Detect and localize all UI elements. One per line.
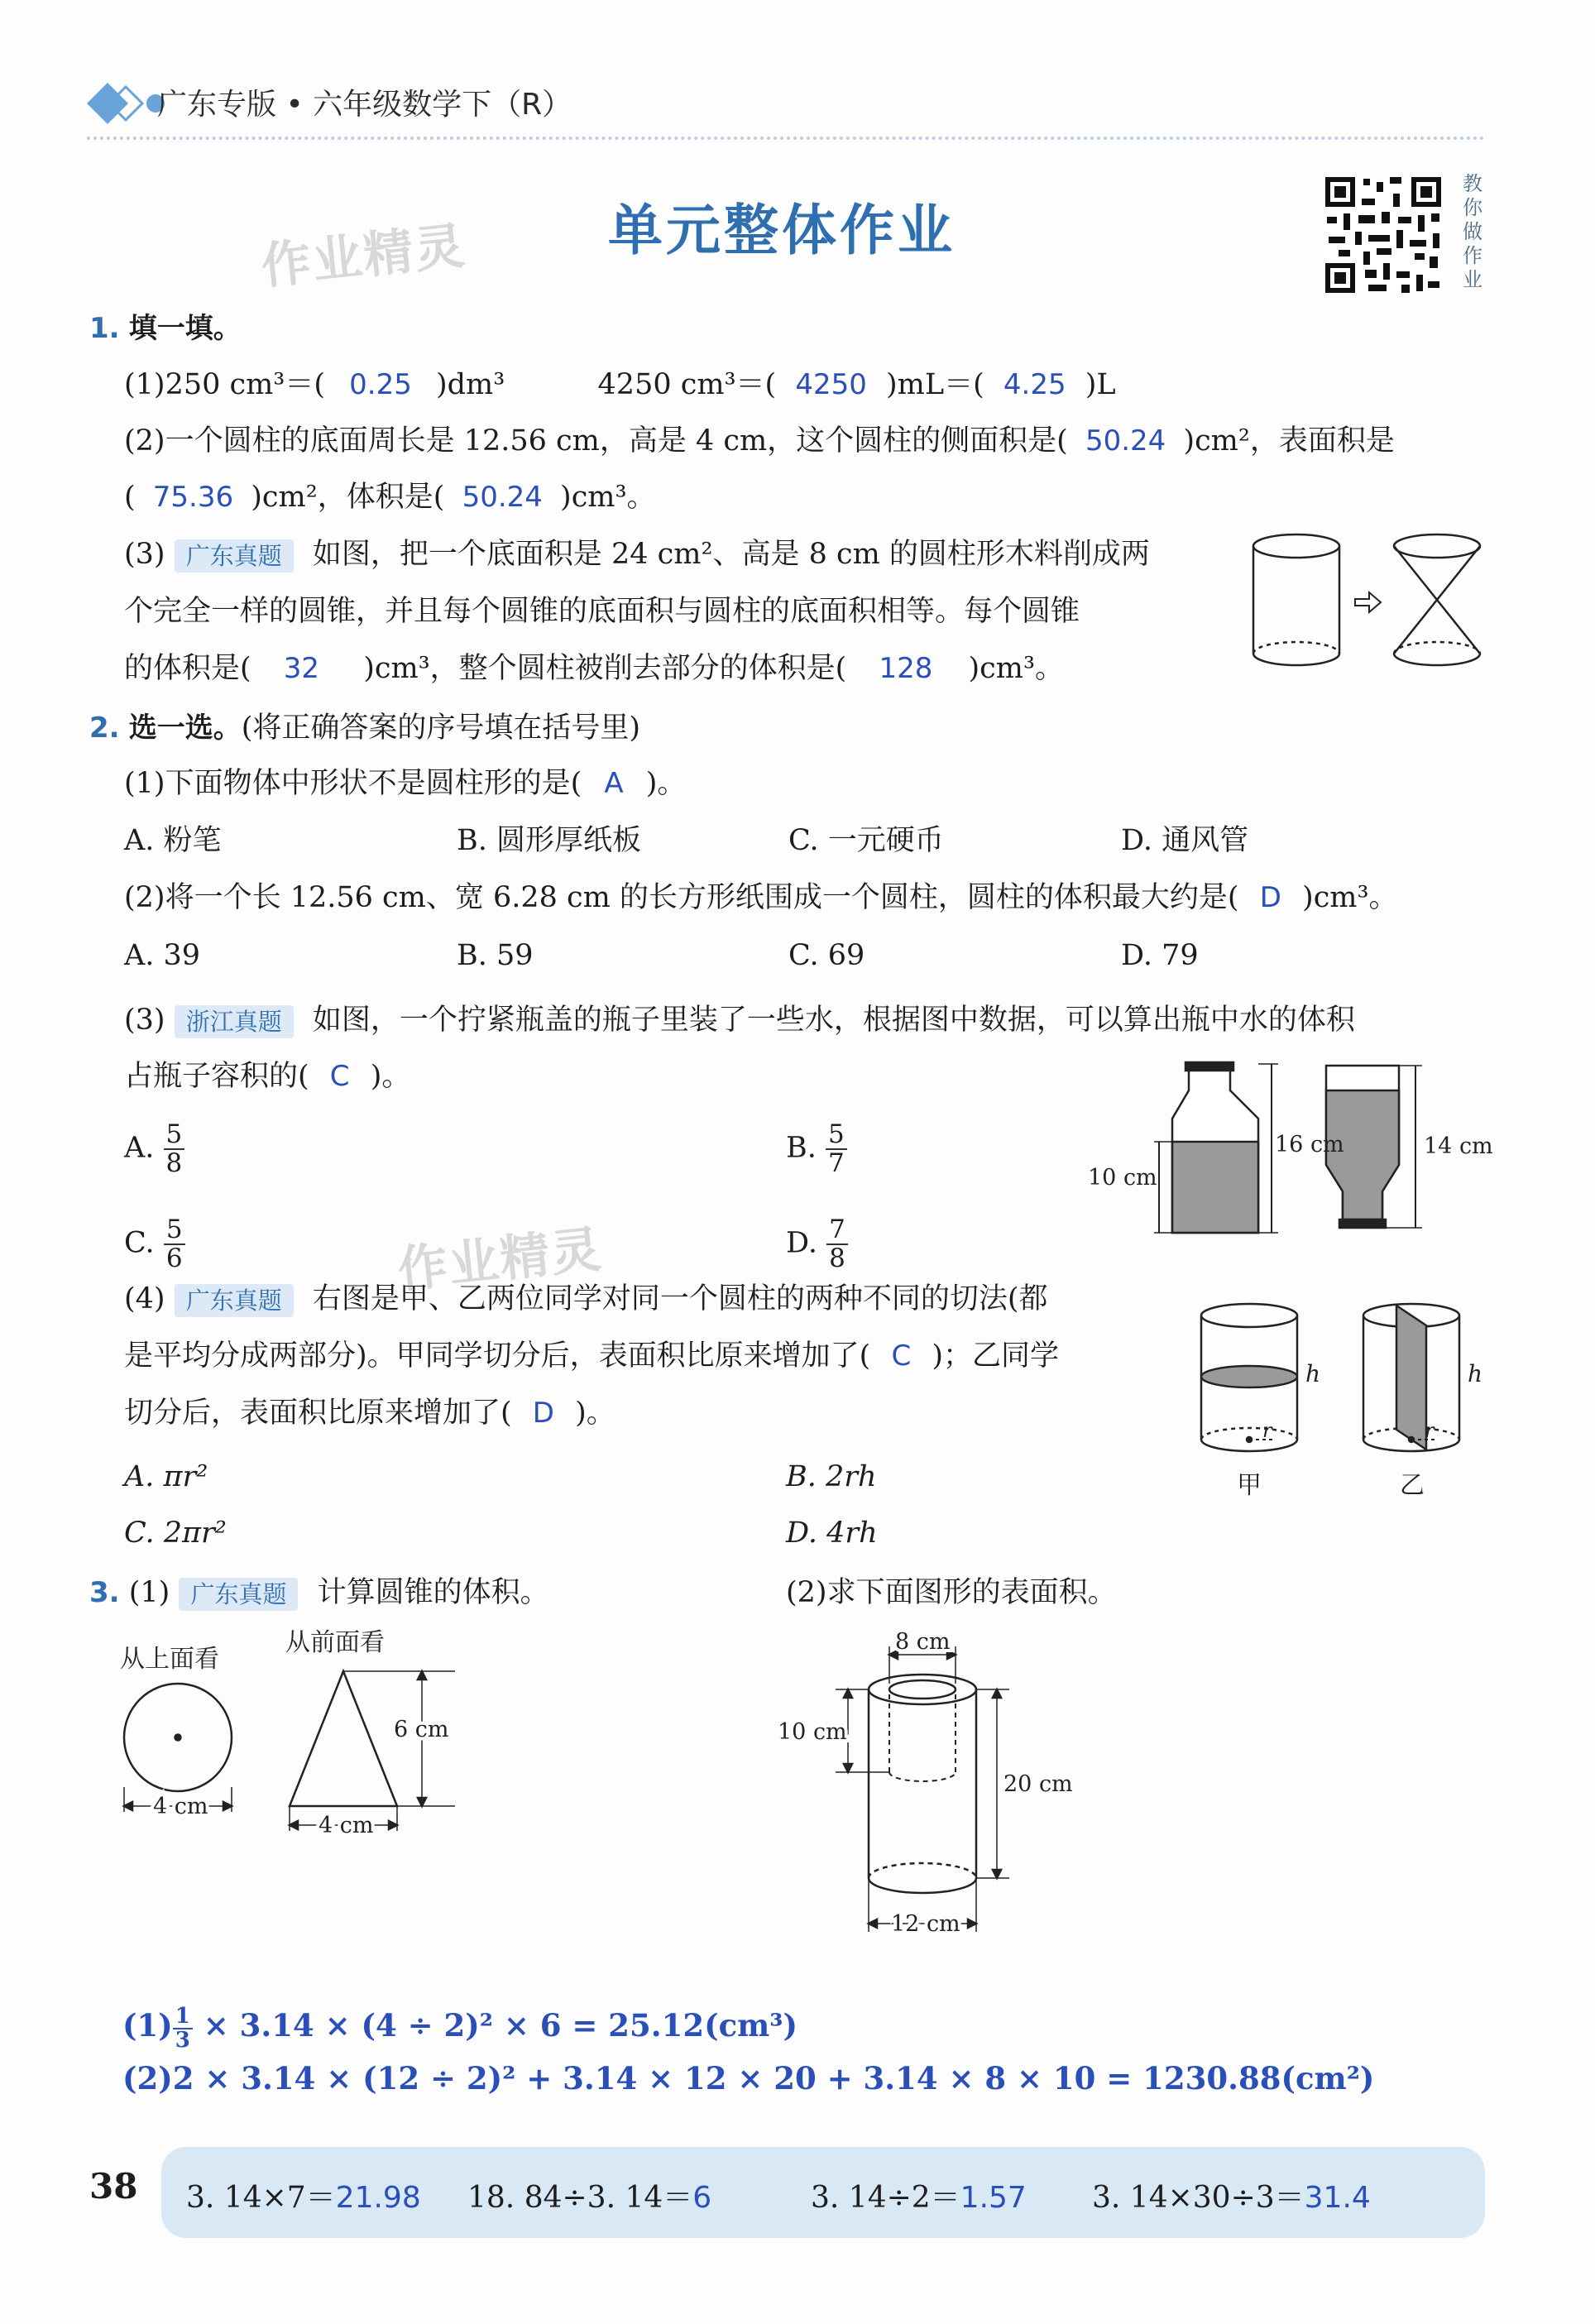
q2-p3-text: 如图，一个拧紧瓶盖的瓶子里装了一些水，根据图中数据，可以算出瓶中水的体积 xyxy=(312,1004,1355,1037)
q2-p3-answer: C xyxy=(329,1060,350,1093)
cylinder-cuts-figure xyxy=(1191,1299,1506,1506)
cut-b-radius-label: r xyxy=(1425,1419,1435,1442)
qr-label: 教你做作业 xyxy=(1463,172,1482,291)
q1-part3-line1 xyxy=(124,534,1150,575)
q2-part2 xyxy=(124,877,1398,918)
fraction xyxy=(826,1216,848,1272)
source-tag: 广东真题 xyxy=(175,539,294,573)
footer-calc-3 xyxy=(811,2174,1027,2216)
q3-part2-heading: (2)求下面图形的表面积。 xyxy=(786,1576,1117,1609)
q2-p4-option-a: A. πr² xyxy=(124,1460,208,1493)
hollow-cylinder-figure xyxy=(769,1622,1100,1953)
calc-expression: 18. 84÷3. 14＝ xyxy=(467,2181,693,2215)
q1-title: 填一填。 xyxy=(128,312,242,345)
q2-p2-text: )cm³。 xyxy=(1302,881,1398,914)
footer-calc-1 xyxy=(186,2174,421,2216)
q2-p2-text: (2)将一个长 12.56 cm、宽 6.28 cm 的长方形纸围成一个圆柱，圆柱的体积最大约是( xyxy=(124,881,1239,914)
q2-p4-answer-1: C xyxy=(891,1339,912,1373)
option-letter: D. xyxy=(786,1226,817,1260)
q1-p2-answer-2: 75.36 xyxy=(152,481,234,514)
page-title: 单元整体作业 xyxy=(608,199,956,262)
denominator: 8 xyxy=(165,1148,183,1178)
source-tag: 广东真题 xyxy=(175,1284,294,1317)
denominator: 7 xyxy=(828,1148,845,1178)
q2-p4-text: 右图是甲、乙两位同学对同一个圆柱的两种不同的切法(都 xyxy=(312,1282,1048,1315)
numerator: 5 xyxy=(826,1121,847,1150)
q2-p1-answer: A xyxy=(604,767,624,800)
inner-diameter-label: 8 cm xyxy=(895,1629,951,1655)
q3-p1-text: 计算圆锥的体积。 xyxy=(317,1576,549,1609)
q2-p2-option-b: B. 59 xyxy=(457,939,534,972)
q2-heading xyxy=(89,707,640,749)
calc-expression: 3. 14×30÷3＝ xyxy=(1092,2181,1305,2215)
bottle-right-water-label: 14 cm xyxy=(1424,1133,1493,1159)
q1-p1-text: )dm³ xyxy=(435,368,505,401)
q2-p4-option-b: B. 2rh xyxy=(786,1460,877,1493)
option-letter: B. xyxy=(786,1131,817,1165)
cut-a-label: 甲 xyxy=(1237,1471,1262,1500)
q2-part3-line1 xyxy=(124,999,1355,1041)
inner-height-label: 10 cm xyxy=(778,1719,847,1745)
calc-answer: 21.98 xyxy=(335,2181,421,2215)
q3-part1-heading xyxy=(89,1572,549,1613)
source-tag: 浙江真题 xyxy=(175,1005,294,1038)
q2-p2-answer: D xyxy=(1259,881,1281,914)
q2-part1 xyxy=(124,763,686,804)
q1-number: 1. xyxy=(89,312,120,345)
q2-p4-option-d: D. 4rh xyxy=(786,1517,878,1550)
option-letter: C. xyxy=(124,1226,155,1260)
q1-part1 xyxy=(124,364,1116,405)
top-view-diameter-label: 4 cm xyxy=(153,1794,208,1819)
q1-p1-text: )mL＝( xyxy=(886,368,984,401)
q2-note: (将正确答案的序号填在括号里) xyxy=(241,712,641,745)
q2-p4-answer-2: D xyxy=(532,1397,554,1430)
footer-calc-2 xyxy=(467,2174,711,2216)
watermark: 作业精灵 xyxy=(258,217,469,296)
solution-1 xyxy=(122,2002,798,2052)
numerator: 1 xyxy=(173,2005,193,2029)
q1-p2-text: ( xyxy=(124,481,136,514)
bottle-left-water-label: 10 cm xyxy=(1088,1165,1157,1191)
front-view-label: 从前面看 xyxy=(285,1628,385,1657)
q2-p3-text: 占瓶子容积的( xyxy=(124,1060,309,1093)
calc-answer: 1.57 xyxy=(960,2181,1027,2215)
q2-p1-option-a: A. 粉笔 xyxy=(124,824,222,857)
q1-p2-text: )cm²，表面积是 xyxy=(1183,424,1395,458)
q1-p2-text: )cm³。 xyxy=(560,481,656,514)
header-diamond-icon xyxy=(83,79,165,128)
cone-views-figure xyxy=(116,1626,480,1841)
solution-2: (2)2 × 3.14 × (12 ÷ 2)² + 3.14 × 12 × 20 + 3.14 × 8 × 10 = 1230.88(cm²) xyxy=(122,2060,1375,2096)
q2-number: 2. xyxy=(89,712,120,745)
q1-p3-answer-2: 128 xyxy=(879,652,933,685)
q2-p4-prefix: (4) xyxy=(124,1282,165,1315)
q1-p1-answer-3: 4.25 xyxy=(1003,368,1066,401)
q2-p3-option-b xyxy=(786,1121,847,1177)
q2-p3-option-a xyxy=(124,1121,184,1177)
q2-p3-option-d xyxy=(786,1216,848,1272)
fraction xyxy=(173,2005,193,2052)
calc-expression: 3. 14÷2＝ xyxy=(811,2181,960,2215)
q1-p1-answer-2: 4250 xyxy=(795,368,867,401)
q2-p4-text: )；乙同学 xyxy=(932,1339,1059,1373)
q1-part2-line1 xyxy=(124,420,1395,462)
q1-p3-text: )cm³。 xyxy=(968,652,1065,685)
header-divider xyxy=(87,137,1485,140)
q1-p1-answer-1: 0.25 xyxy=(349,368,412,401)
denominator: 8 xyxy=(829,1243,845,1273)
calc-answer: 31.4 xyxy=(1304,2181,1371,2215)
calc-expression: 3. 14×7＝ xyxy=(186,2181,336,2215)
cut-a-radius-label: r xyxy=(1262,1419,1272,1442)
q1-p3-text: 如图，把一个底面积是 24 cm²、高是 8 cm 的圆柱形木料削成两 xyxy=(312,538,1150,571)
option-letter: A. xyxy=(124,1131,155,1165)
q2-part4-line1 xyxy=(124,1278,1048,1320)
denominator: 3 xyxy=(175,2027,190,2053)
source-tag: 广东真题 xyxy=(179,1578,298,1611)
q2-p2-option-c: C. 69 xyxy=(788,939,865,972)
q1-p3-prefix: (3) xyxy=(124,538,165,571)
q1-p3-text: )cm³，整个圆柱被削去部分的体积是( xyxy=(363,652,847,685)
q1-p2-answer-3: 50.24 xyxy=(462,481,543,514)
front-view-diameter-label: 4 cm xyxy=(319,1813,374,1838)
q1-p1-text: 4250 cm³＝( xyxy=(597,368,777,401)
page-number: 38 xyxy=(89,2166,138,2207)
numerator: 5 xyxy=(164,1121,185,1150)
numerator: 7 xyxy=(826,1216,848,1245)
q1-p1-text: )L xyxy=(1085,368,1116,401)
fraction xyxy=(164,1121,185,1177)
fraction xyxy=(164,1216,185,1272)
q2-p3-option-c xyxy=(124,1216,185,1272)
header-title: 广东专版 • 六年级数学下（R） xyxy=(157,88,572,122)
q2-p4-text: 切分后，表面积比原来增加了( xyxy=(124,1397,512,1430)
fraction xyxy=(826,1121,847,1177)
q2-p4-text: 是平均分成两部分)。甲同学切分后，表面积比原来增加了( xyxy=(124,1339,871,1373)
q2-p1-option-b: B. 圆形厚纸板 xyxy=(457,824,641,857)
q2-title: 选一选。 xyxy=(128,712,242,745)
denominator: 6 xyxy=(165,1243,183,1273)
q2-part4-line2 xyxy=(124,1335,1059,1377)
q3-number: 3. xyxy=(89,1576,120,1609)
q2-p2-option-a: A. 39 xyxy=(124,939,201,972)
q2-p3-prefix: (3) xyxy=(124,1004,165,1037)
q2-part3-line2 xyxy=(124,1056,410,1097)
top-view-label: 从上面看 xyxy=(120,1645,219,1674)
outer-height-label: 20 cm xyxy=(1003,1771,1073,1797)
watermark: 作业精灵 xyxy=(395,1220,606,1300)
q1-part2-line2 xyxy=(124,477,656,518)
q2-p1-text: )。 xyxy=(645,767,687,800)
q1-p3-text: 的体积是( xyxy=(124,652,251,685)
q3-p1-prefix: (1) xyxy=(128,1576,170,1609)
q2-p3-text: )。 xyxy=(370,1060,411,1093)
cone-height-label: 6 cm xyxy=(394,1717,449,1742)
footer-calc-4 xyxy=(1092,2174,1371,2216)
numerator: 5 xyxy=(164,1216,185,1245)
q2-p1-option-d: D. 通风管 xyxy=(1121,824,1249,857)
q1-part3-line3 xyxy=(124,648,1064,689)
cylinder-to-cones-figure xyxy=(1245,529,1493,678)
q1-p2-text: (2)一个圆柱的底面周长是 12.56 cm，高是 4 cm，这个圆柱的侧面积是( xyxy=(124,424,1068,458)
q1-p1-text: (1)250 cm³＝( xyxy=(124,368,325,401)
q2-p4-option-c: C. 2πr² xyxy=(124,1517,227,1550)
cut-a-height-label: h xyxy=(1305,1360,1321,1387)
solution-1-expression: × 3.14 × (4 ÷ 2)² × 6 = 25.12(cm³) xyxy=(203,2007,798,2044)
outer-diameter-label: 12 cm xyxy=(891,1911,960,1937)
q1-p3-answer-1: 32 xyxy=(283,652,320,685)
cut-b-label: 乙 xyxy=(1400,1471,1425,1500)
cut-b-height-label: h xyxy=(1468,1360,1483,1387)
q1-p2-answer-1: 50.24 xyxy=(1085,424,1166,458)
q2-part4-line3 xyxy=(124,1392,615,1434)
q1-p2-text: )cm²，体积是( xyxy=(251,481,445,514)
solution-1-prefix: (1) xyxy=(122,2007,173,2044)
qr-code-icon[interactable] xyxy=(1322,174,1444,296)
calc-answer: 6 xyxy=(692,2181,712,2215)
q2-p1-option-c: C. 一元硬币 xyxy=(788,824,944,857)
q2-p2-option-d: D. 79 xyxy=(1121,939,1199,972)
q2-p1-text: (1)下面物体中形状不是圆柱形的是( xyxy=(124,767,582,800)
bottle-figure xyxy=(1080,1059,1510,1241)
q1-heading xyxy=(89,308,242,349)
bottle-left-total-label: 16 cm xyxy=(1275,1132,1344,1157)
q2-p4-text: )。 xyxy=(575,1397,615,1430)
q1-part3-line2: 个完全一样的圆锥，并且每个圆锥的底面积与圆柱的底面积相等。每个圆锥 xyxy=(124,595,1080,628)
